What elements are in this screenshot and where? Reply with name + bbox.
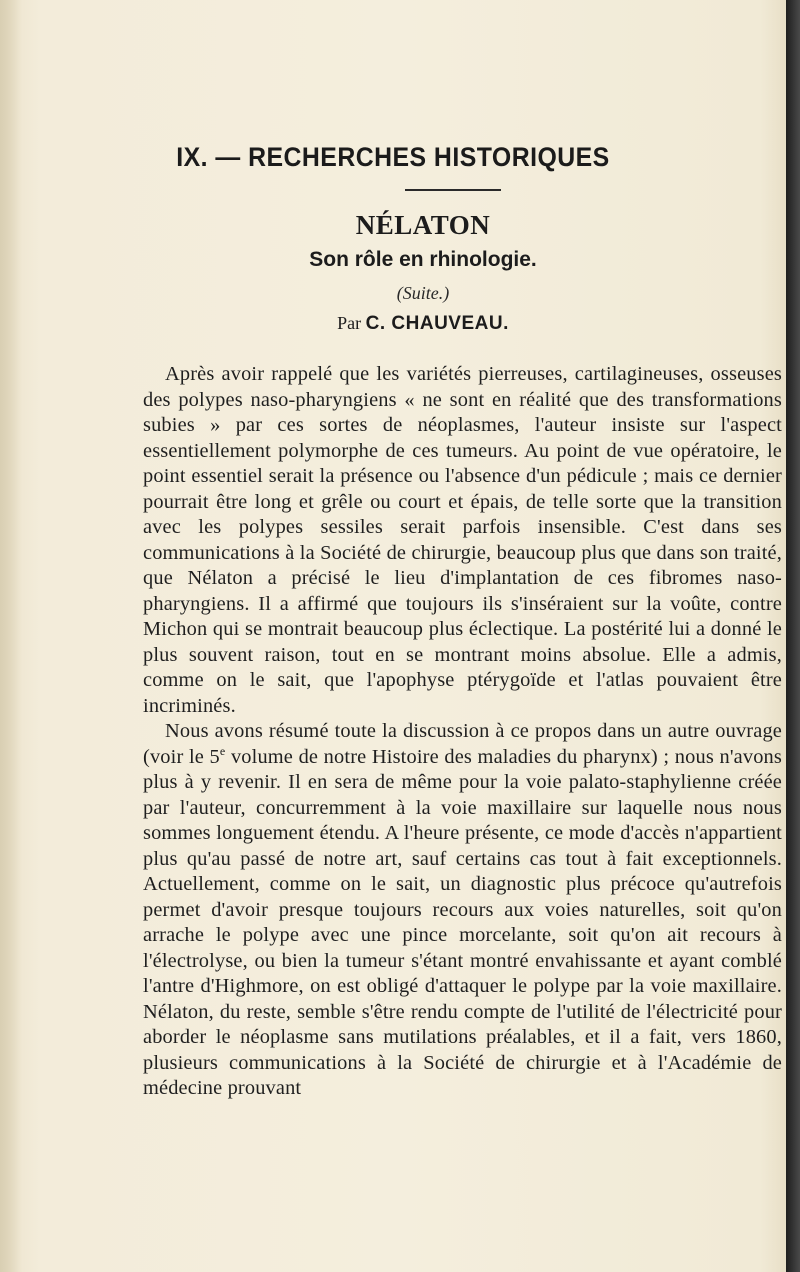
paragraph-text: Nous avons résumé toute la discussion à ce propos dans un autre ouvrage (voir le 5 (143, 720, 782, 768)
byline-prefix: Par (337, 313, 362, 333)
byline (0, 313, 800, 335)
chapter-title: IX. — RECHERCHES HISTORIQUES (176, 142, 610, 172)
paragraph-text: Après avoir rappelé que les variétés pierreuses, cartilagineuses, osseuses des polypes naso-pharyngiens « ne sont en réalité que des transformations subies » par ces sortes de néoplasmes, l'auteur insiste sur l'aspect essentiellement polymorphe de ces tumeurs. Au point de vue opératoire, le point essentiel serait la présence ou l'absence d'un pédicule ; mais ce dernier pourrait être long et grêle ou court et épais, de telle sorte que la transition avec les polypes sessiles serait parfois insensible. C'est dans ses communications à la Société de chirurgie, beaucoup plus que dans son traité, que Nélaton a précisé le lieu d'implantation de ces fibromes naso-pharyngiens. Il a affirmé que toujours ils s'inséraient sur la voûte, contre Michon qui se montrait beaucoup plus éclectique. La postérité lui a donné le plus souvent raison, tout en se montrant moins absolue. Elle a admis, comme on le sait, que l'apophyse ptérygoïde et l'atlas pouvaient être incriminés. (143, 363, 782, 717)
ordinal-superscript: e (219, 743, 226, 758)
article-subject: NÉLATON (355, 210, 491, 240)
article-body (143, 362, 782, 1102)
article-subtitle: Son rôle en rhinologie. (309, 248, 537, 271)
continuation-note: (Suite.) (396, 283, 450, 303)
paragraph-2 (143, 719, 782, 1102)
page-edge-shadow (786, 0, 800, 1272)
title-divider (405, 189, 501, 191)
author-name: C. CHAUVEAU. (365, 313, 509, 334)
paragraph-1 (143, 362, 782, 719)
paragraph-text-continued: volume de notre Histoire des maladies du pharynx) ; nous n'avons plus à y revenir. Il en sera de même pour la voie palato-staphylienne créée par l'auteur, concurremment à la voie maxillaire sur laquelle nous nous sommes longuement étendu. A l'heure présente, ce mode d'accès n'appartient plus qu'au passé de notre art, sauf certains cas tout à fait exceptionnels. Actuellement, comme on le sait, un diagnostic plus précoce qu'autrefois permet d'avoir presque toujours recours aux voies naturelles, soit qu'on arrache le polype avec une pince morcelante, soit qu'on ait recours à l'électrolyse, ou bien la tumeur s'étant montré envahissante et ayant comblé l'antre d'Highmore, on est obligé d'attaquer le polype par la voie maxillaire. Nélaton, du reste, semble s'être rendu compte de l'utilité de l'électricité pour aborder le néoplasme sans mutilations préalables, et il a fait, vers 1860, plusieurs communications à la Société de chirurgie et à l'Académie de médecine prouvant (143, 745, 782, 1099)
